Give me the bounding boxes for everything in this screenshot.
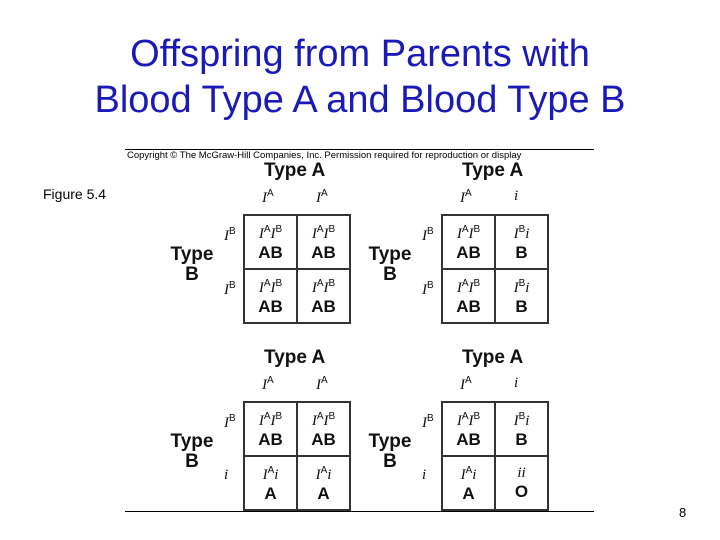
parent-label-side: Type B xyxy=(170,431,214,472)
slide-title-line-2: Blood Type A and Blood Type B xyxy=(94,79,626,121)
slide-title-line-1: Offspring from Parents with xyxy=(130,33,590,75)
offspring-genotype: $I^AI^B$ xyxy=(258,224,283,242)
offspring-cell xyxy=(442,456,495,510)
offspring-phenotype: AB xyxy=(456,243,481,262)
page-number: 8 xyxy=(679,505,687,520)
offspring-genotype: $I^Bi$ xyxy=(513,278,530,296)
offspring-genotype: $I^Bi$ xyxy=(513,224,530,242)
allele-side: $I^B$ xyxy=(422,226,434,244)
offspring-phenotype: AB xyxy=(311,297,336,316)
punnett-grid xyxy=(243,401,351,511)
parent-label-side: Type B xyxy=(368,244,412,285)
offspring-phenotype: A xyxy=(462,484,475,503)
offspring-phenotype: B xyxy=(515,297,528,316)
offspring-cell xyxy=(244,215,297,269)
offspring-cell xyxy=(297,456,350,510)
allele-side: i xyxy=(422,467,427,483)
offspring-cell xyxy=(244,402,297,456)
offspring-cell xyxy=(442,402,495,456)
offspring-genotype: $I^Ai$ xyxy=(262,465,279,483)
offspring-phenotype: AB xyxy=(456,297,481,316)
offspring-phenotype: A xyxy=(264,484,277,503)
offspring-genotype: $I^AI^B$ xyxy=(311,278,336,296)
allele-side: $I^B$ xyxy=(422,280,434,298)
offspring-genotype: $I^AI^B$ xyxy=(456,278,481,296)
offspring-cell xyxy=(495,269,548,323)
allele-top: i xyxy=(514,188,519,204)
offspring-phenotype: AB xyxy=(311,243,336,262)
punnett-grid xyxy=(441,214,549,324)
offspring-cell xyxy=(495,402,548,456)
allele-top: $I^A$ xyxy=(316,188,328,206)
allele-top: $I^A$ xyxy=(262,188,274,206)
offspring-cell xyxy=(442,215,495,269)
offspring-cell xyxy=(297,269,350,323)
offspring-genotype: $I^Ai$ xyxy=(315,465,332,483)
parent-label-side: Type B xyxy=(170,244,214,285)
allele-top: $I^A$ xyxy=(262,375,274,393)
parent-label-top: Type A xyxy=(462,347,524,368)
offspring-phenotype: B xyxy=(515,243,528,262)
offspring-cell xyxy=(442,269,495,323)
offspring-phenotype: AB xyxy=(258,297,283,316)
copyright-notice: Copyright © The McGraw-Hill Companies, Inc. Permission required for reproduction or display xyxy=(127,150,522,161)
offspring-phenotype: AB xyxy=(456,430,481,449)
parent-label-top: Type A xyxy=(264,160,326,181)
offspring-phenotype: AB xyxy=(258,243,283,262)
allele-side: $I^B$ xyxy=(224,413,236,431)
offspring-phenotype: AB xyxy=(258,430,283,449)
allele-top: $I^A$ xyxy=(460,188,472,206)
punnett-grid xyxy=(243,214,351,324)
punnett-square xyxy=(366,160,720,330)
offspring-phenotype: B xyxy=(515,430,528,449)
offspring-cell xyxy=(297,215,350,269)
offspring-genotype: $I^AI^B$ xyxy=(456,224,481,242)
offspring-genotype: ii xyxy=(517,465,526,481)
offspring-genotype: $I^Bi$ xyxy=(513,411,530,429)
offspring-phenotype: AB xyxy=(311,430,336,449)
parent-label-top: Type A xyxy=(264,347,326,368)
allele-side: $I^B$ xyxy=(422,413,434,431)
offspring-cell xyxy=(244,456,297,510)
offspring-genotype: $I^AI^B$ xyxy=(311,411,336,429)
offspring-genotype: $I^AI^B$ xyxy=(456,411,481,429)
allele-top: $I^A$ xyxy=(460,375,472,393)
parent-label-side: Type B xyxy=(368,431,412,472)
allele-top: i xyxy=(514,375,519,391)
offspring-cell xyxy=(495,456,548,510)
figure-label: Figure 5.4 xyxy=(43,186,107,202)
offspring-genotype: $I^AI^B$ xyxy=(311,224,336,242)
offspring-genotype: $I^AI^B$ xyxy=(258,278,283,296)
parent-label-top: Type A xyxy=(462,160,524,181)
offspring-cell xyxy=(244,269,297,323)
punnett-square xyxy=(366,347,720,517)
punnett-grid xyxy=(441,401,549,511)
offspring-genotype: $I^AI^B$ xyxy=(258,411,283,429)
allele-side: $I^B$ xyxy=(224,226,236,244)
offspring-phenotype: O xyxy=(514,482,529,501)
allele-top: $I^A$ xyxy=(316,375,328,393)
allele-side: $I^B$ xyxy=(224,280,236,298)
offspring-cell xyxy=(495,215,548,269)
offspring-cell xyxy=(297,402,350,456)
allele-side: i xyxy=(224,467,229,483)
offspring-phenotype: A xyxy=(317,484,330,503)
offspring-genotype: $I^Ai$ xyxy=(460,465,477,483)
